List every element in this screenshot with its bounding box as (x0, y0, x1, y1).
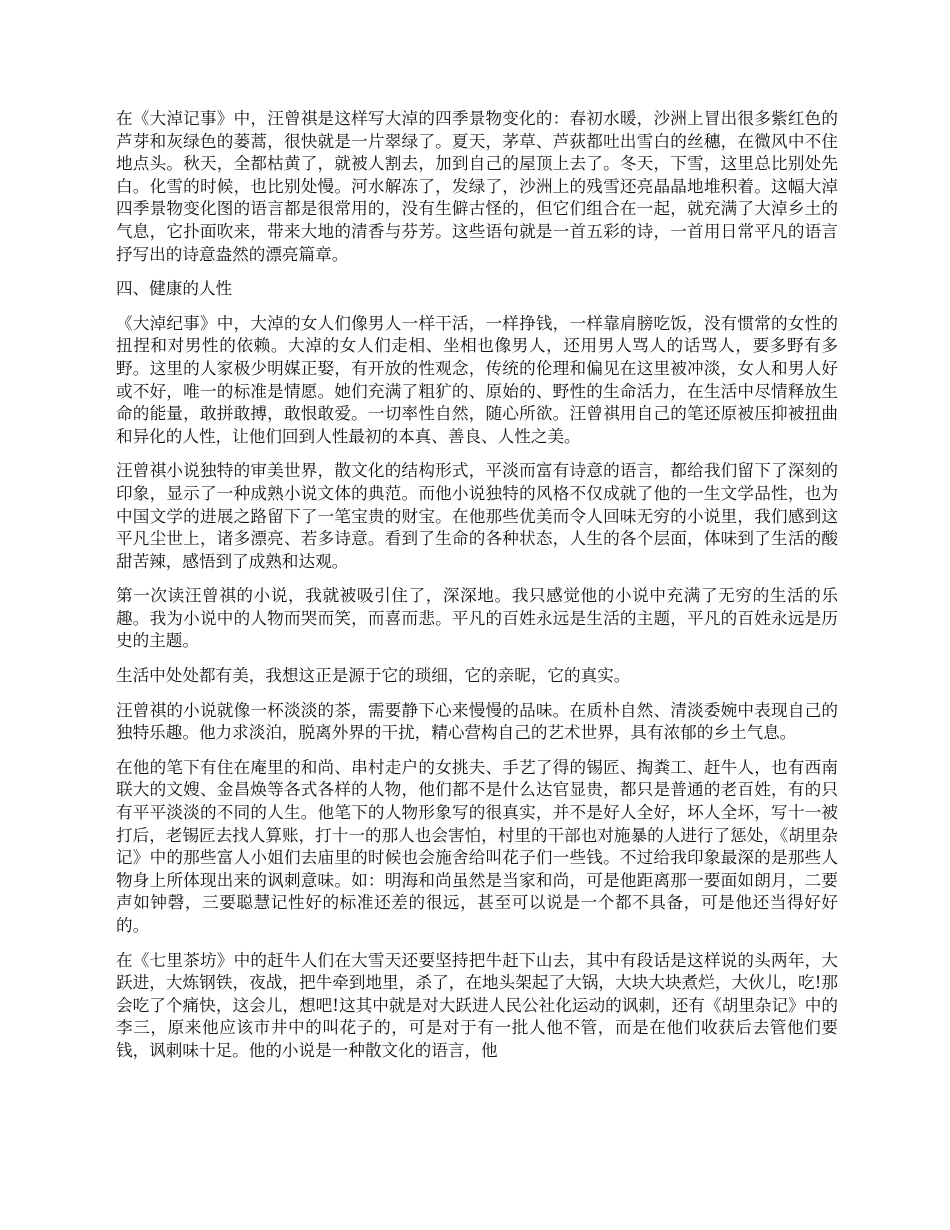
paragraph-beauty-in-life: 生活中处处都有美，我想这正是源于它的琐细，它的亲昵，它的真实。 (116, 666, 631, 686)
document-body (116, 108, 838, 1075)
paragraph-healthy-humanity: 《大淖纪事》中，大淖的女人们像男人一样干活，一样挣钱，一样靠肩膀吃饭，没有惯常的女性的扭捏和对男性的依赖。大淖的女人们走相、坐相也像男人，还用男人骂人的话骂人，要多野有多野。这里的人家极少明媒正娶，有开放的性观念，传统的伦理和偏见在这里被冲淡，女人和男人好或不好，唯一的标准是情愿。她们充满了粗犷的、原始的、野性的生命活力，在生活中尽情释放生命的能量，敢拼敢搏，敢恨敢爱。一切率性自然，随心所欲。汪曾祺用自己的笔还原被压抑被扭曲和异化的人性，让他们回到人性最初的本真、善良、人性之美。 (116, 313, 838, 446)
paragraph-characters: 在他的笔下有住在庵里的和尚、串村走户的女挑夫、手艺了得的锡匠、掏粪工、赶牛人，也有西南联大的文嫂、金昌焕等各式各样的人物，他们都不是什么达官显贵，都只是普通的老百姓，有的只有平平淡淡的不同的人生。他笔下的人物形象写的很真实，并不是好人全好，坏人全坏，写十一被打后，老锡匠去找人算账，打十一的那人也会害怕，村里的干部也对施暴的人进行了惩处，《胡里杂记》中的那些富人小姐们去庙里的时候也会施舍给叫花子们一些钱。不过给我印象最深的是那些人物身上所体现出来的讽刺意味。如：明海和尚虽然是当家和尚，可是他距离那一要面如朗月，二要声如钟磬，三要聪慧记性好的标准还差的很远，甚至可以说是一个都不具备，可是他还当得好好的。 (116, 757, 838, 935)
section-heading: 四、健康的人性 (116, 279, 233, 299)
paragraph-tea-metaphor: 汪曾祺的小说就像一杯淡淡的茶，需要静下心来慢慢的品味。在质朴自然、清淡委婉中表现自己的独特乐趣。他力求淡泊，脱离外界的干扰，精心营构自己的艺术世界，具有浓郁的乡土气息。 (116, 700, 838, 743)
paragraph-first-reading: 第一次读汪曾祺的小说，我就被吸引住了，深深地。我只感觉他的小说中充满了无穷的生活的乐趣。我为小说中的人物而哭而笑，而喜而悲。平凡的百姓永远是生活的主题，平凡的百姓永远是历史的主题。 (116, 586, 838, 651)
paragraph-aesthetic-world: 汪曾祺小说独特的审美世界，散文化的结构形式，平淡而富有诗意的语言，都给我们留下了深刻的印象，显示了一种成熟小说文体的典范。而他小说独特的风格不仅成就了他的一生文学品性，也为中国文学的进展之路留下了一笔宝贵的财宝。在他那些优美而令人回味无穷的小说里，我们感到这平凡尘世上，诸多漂亮、若多诗意。看到了生命的各种状态，人生的各个层面，体味到了生活的酸甜苦辣，感悟到了成熟和达观。 (116, 461, 838, 571)
paragraph-seasons: 在《大淖记事》中，汪曾祺是这样写大淖的四季景物变化的：春初水暖，沙洲上冒出很多紫红色的芦芽和灰绿色的蒌蒿，很快就是一片翠绿了。夏天，茅草、芦荻都吐出雪白的丝穗，在微风中不住地点头。秋天，全都枯黄了，就被人割去，加到自己的屋顶上去了。冬天，下雪，这里总比别处先白。化雪的时候，也比别处慢。河水解冻了，发绿了，沙洲上的残雪还亮晶晶地堆积着。这幅大淖四季景物变化图的语言都是很常用的，没有生僻古怪的，但它们组合在一起，就充满了大淖乡土的气息，它扑面吹来，带来大地的清香与芬芳。这些语句就是一首五彩的诗，一首用日常平凡的语言抒写出的诗意盎然的漂亮篇章。 (116, 109, 838, 264)
paragraph-qili-chafang: 在《七里茶坊》中的赶牛人们在大雪天还要坚持把牛赶下山去，其中有段话是这样说的头两年，大跃进，大炼钢铁，夜战，把牛牵到地里，杀了，在地头架起了大锅，大块大块煮烂，大伙儿，吃!那会吃了个痛快，这会儿，想吧!这其中就是对大跃进人民公社化运动的讽刺，还有《胡里杂记》中的李三，原来他应该市井中的叫花子的，可是对于有一批人他不管，而是在他们收获后去管他们要钱，讽刺味十足。他的小说是一种散文化的语言，他 (116, 950, 838, 1060)
